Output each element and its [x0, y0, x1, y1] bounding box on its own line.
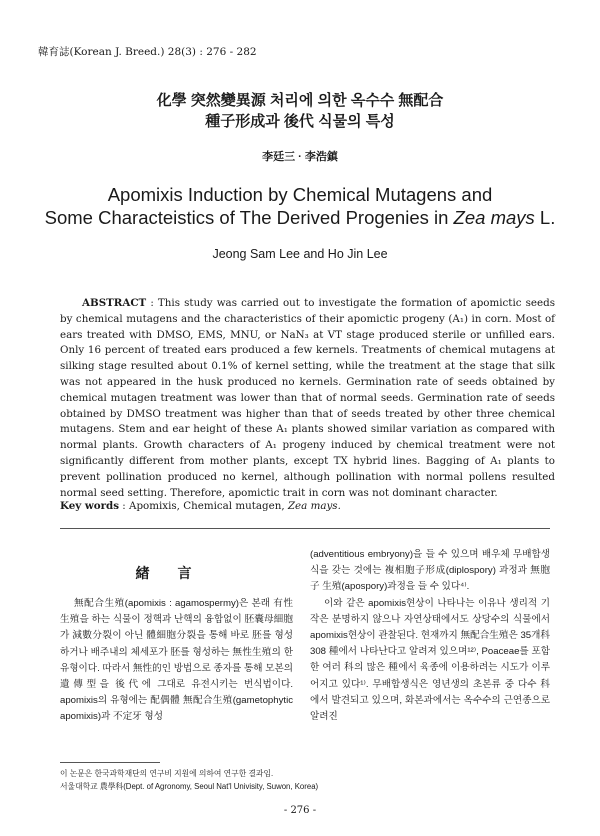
english-title-line-2-suffix: L. [534, 207, 556, 228]
keywords-italic: Zea mays. [287, 500, 341, 512]
keywords [60, 500, 555, 512]
korean-title-line-1: 化學 突然變異源 처리에 의한 옥수수 無配合 [156, 92, 444, 109]
abstract [60, 296, 555, 501]
paragraph: 이와 같은 apomixis현상이 나타나는 이유나 생리적 기작은 분명하지 않으나 자연상태에서도 상당수의 식물에서 apomixis현상이 관찰된다. 현재까지 無配合生殖은 35개科 308 種에서 나타난다고 알려져 있으며¹²⁾, Poaceae를 포함한 여러 科의 많은 種에서 육종에 이용하려는 시도가 이루어지고 있다¹⁾. 무배합생식은 영년생의 초본류 중 다수 科에서 발견되고 있으며, 화본과에서는 옥수수의 근연종으로 알려진 [310, 597, 550, 723]
footnote-rule [60, 762, 160, 763]
keywords-text: : Apomixis, Chemical mutagen, [119, 500, 288, 512]
abstract-text: : This study was carried out to investigate the formation of apomictic seeds by chemical mutagens and the characteristics of their apomictic progeny (A₁) in corn. Most of ears treated with DMSO, EMS, MNU, or NaN₃ at VT stage produced sterile or unfilled ears. Only 16 percent of treated ears produced a few kernels. Treatments of chemical mutagens at silking stage resulted about 0.1% of kernel setting, while the treatment at the stage that silk was not appeared in the husk produced no kernels. Germination rate of seeds obtained by chemical mutagen treatment was lower than that of normal seeds. Germination rate of seeds obtained by DMSO treatment was higher than that of seeds treated by other three chemical mutagens. Stem and ear height of these A₁ plants showed similar variation as compared with normal plants. Growth characters of A₁ progeny induced by chemical treatment were not significantly different from mother plants, except TX hybrid lines. Bagging of A₁ plants to prevent pollination produced no kernel, although pollination with normal pollens resulted normal seed setting. Therefore, apomictic trait in corn was not dominant character. [60, 297, 555, 499]
korean-title-line-2: 種子形成과 後代 식물의 특성 [205, 113, 395, 130]
footnote-affiliation: 서울대학교 農學科(Dept. of Agronomy, Seoul Nat'l Univisity, Suwon, Korea) [60, 782, 319, 791]
english-authors: Jeong Sam Lee and Ho Jin Lee [212, 247, 388, 261]
journal-reference: 韓育誌(Korean J. Breed.) 28(3) : 276 - 282 [38, 46, 257, 58]
section-heading-introduction: 緖言 [135, 565, 220, 581]
footnote-funding: 이 논문은 한국과학재단의 연구비 지원에 의하여 연구한 결과임. [60, 769, 274, 778]
page-number: - 276 - [283, 805, 317, 816]
body-column-right [310, 547, 550, 725]
korean-authors: 李廷三 · 李浩鎮 [262, 151, 338, 163]
korean-title [0, 90, 600, 132]
english-title-line-1: Apomixis Induction by Chemical Mutagens and [107, 184, 493, 205]
paragraph: 無配合生殖(apomixis : agamospermy)은 본래 有性生殖을 하는 식물이 정핵과 난핵의 융합없이 胚囊母細胞가 減數分裂이 아닌 體細胞分裂을 통해 바로 胚를 형성하거나 배주내의 체세포가 胚를 형성하는 無性生殖의 한 유형이다. 따라서 無性的인 방법으로 종자를 통해 모본의 遺傳型을 後代에 그대로 유전시키는 번식법이다. apomixis의 유형에는 配偶體 無配合生殖(gametophytic apomixis)과 不定牙 형성 [60, 598, 293, 723]
english-title-line-2 [0, 206, 600, 229]
english-title-line-2-prefix: Some Characteistics of The Derived Progenies in [44, 207, 454, 228]
english-title [0, 183, 600, 229]
keywords-label: Key words [60, 500, 119, 512]
abstract-label: ABSTRACT [82, 297, 147, 309]
species-name: Zea mays [453, 207, 535, 228]
body-column-left [60, 596, 293, 726]
paragraph: (adventitious embryony)을 들 수 있으며 배우체 무배합생식을 갖는 것에는 複相胞子形成(diplospory) 과정과 無胞子 生殖(apospory)과정을 들 수 있다⁴⁾. [310, 549, 550, 593]
divider-rule [60, 528, 550, 529]
